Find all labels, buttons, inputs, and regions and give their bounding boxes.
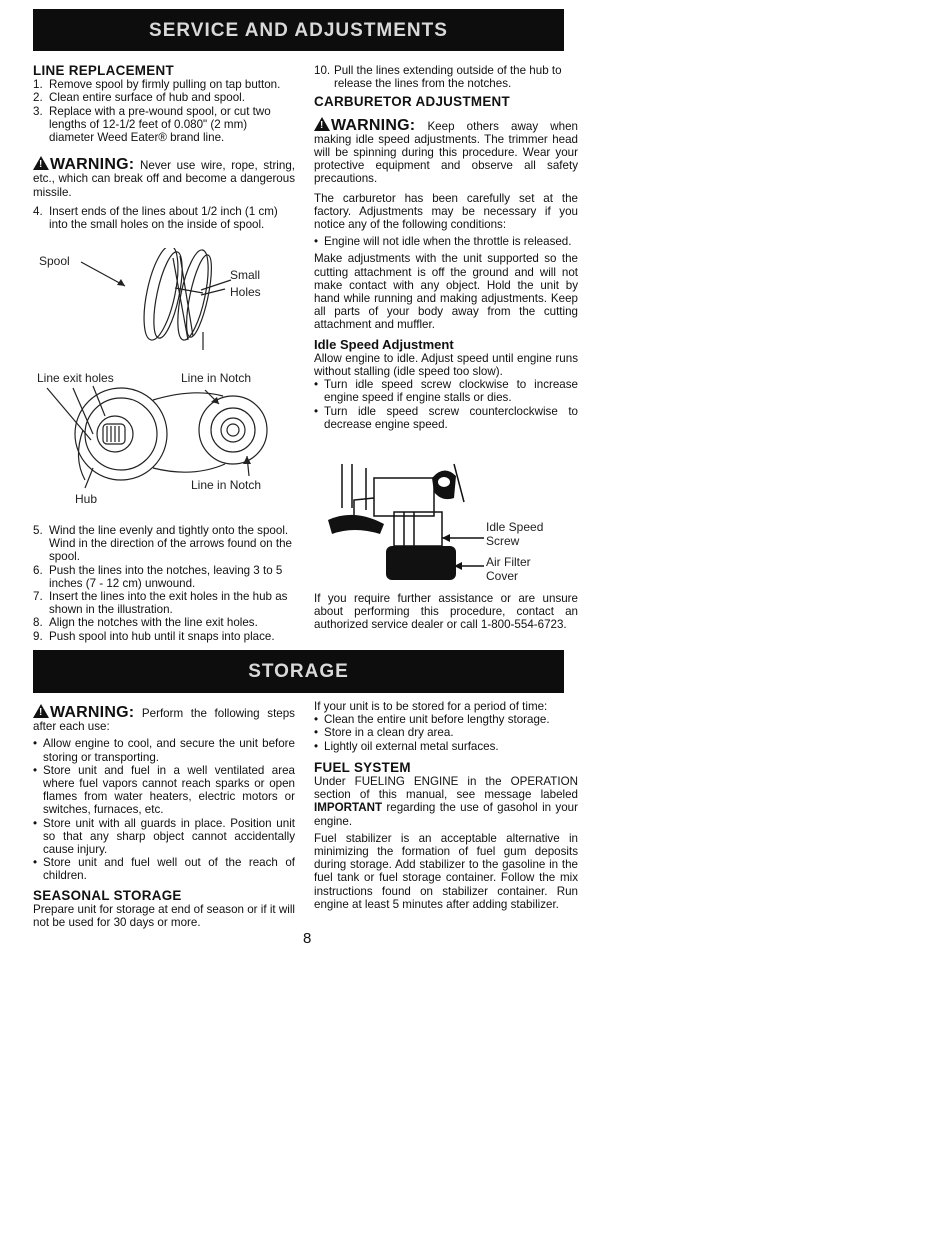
line-in-notch-bottom-label: Line in Notch	[191, 478, 262, 492]
list-item: • Allow engine to cool, and secure the unit before storing or transporting.	[33, 737, 295, 763]
period-paragraph: If your unit is to be stored for a period of time:	[314, 700, 548, 713]
warning-triangle-icon	[33, 704, 49, 718]
list-item: • Store unit with all guards in place. Position unit so that any sharp object cannot accidentally cause injury.	[33, 817, 295, 857]
holes-label: Holes	[230, 285, 261, 299]
seasonal-storage-paragraph: Prepare unit for storage at end of season or if it will not be used for 30 days or more.	[33, 902, 295, 930]
list-item: 9. Push spool into hub until it snaps into place.	[33, 629, 275, 643]
list-item: • Store unit and fuel in a well ventilated area where fuel vapors cannot reach sparks or open flames from water heaters, electric motors or switches, furnaces, etc.	[33, 764, 295, 817]
carburetor-section	[314, 64, 578, 435]
idle-bullets	[314, 378, 578, 431]
warning-text: Keep others away when making idle speed adjustments. The trimmer head will be spinning during this procedure. Wear your protective equipment and observe all safety precautions.	[314, 119, 578, 186]
carburetor-paragraph-1: The carburetor has been carefully set at the factory. Adjustments may be necessary if you notice any of the following conditions:	[314, 191, 578, 232]
list-item: 2. Clean entire surface of hub and spool.	[33, 91, 245, 105]
storage-bullets	[33, 737, 295, 882]
carburetor-warning	[314, 117, 578, 186]
idle-speed-heading: Idle Speed Adjustment	[314, 336, 454, 352]
idle-speed-paragraph: Allow engine to idle. Adjust speed until engine runs without stalling (idle speed too slow).	[314, 351, 578, 379]
fuel-system-heading: FUEL SYSTEM	[314, 759, 411, 775]
small-label: Small	[230, 268, 261, 282]
line-exit-holes-label: Line exit holes	[37, 371, 114, 385]
banner-title: SERVICE AND ADJUSTMENTS	[149, 20, 448, 41]
carburetor-figure	[314, 458, 578, 586]
seasonal-storage-heading: SEASONAL STORAGE	[33, 887, 182, 903]
list-item: 3. Replace with a pre-wound spool, or cut two lengths of 12-1/2 feet of 0.080" (2 mm) diameter Weed Eater® brand line.	[33, 104, 271, 145]
warning-text: Never use wire, rope, string, etc., which can break off and become a dangerous missile.	[33, 159, 295, 199]
list-item: 5. Wind the line evenly and tightly onto the spool. Wind in the direction of the arrows found on the spool.	[33, 524, 292, 564]
idle-speed-label: Idle Speed	[486, 520, 544, 534]
warning-label: WARNING:	[331, 116, 416, 134]
step-4	[33, 205, 295, 231]
line-in-notch-top-label: Line in Notch	[181, 371, 252, 385]
warning-triangle-icon	[33, 156, 49, 170]
line-warning	[33, 156, 295, 199]
warning-label: WARNING:	[50, 704, 135, 721]
hub-label: Hub	[75, 492, 98, 506]
steps-list-a	[33, 78, 295, 144]
list-item: • Turn idle speed screw counterclockwise to decrease engine speed.	[314, 405, 578, 431]
list-item: • Store unit and fuel well out of the reach of children.	[33, 856, 295, 882]
page-number: 8	[303, 930, 312, 947]
storage-warning	[33, 704, 295, 733]
screw-label: Screw	[486, 534, 520, 548]
storage-left-section	[33, 704, 295, 933]
spool-figure	[33, 248, 295, 353]
carburetor-paragraph-2: Make adjustments with the unit supported so the cutting attachment is off the ground and will not make contact with any object. Hold the unit by hand while running and making adjustments. Keep all parts of your body away from the cutting attachment and muffler.	[314, 252, 578, 332]
storage-banner	[33, 650, 564, 693]
spool-illustration	[33, 248, 295, 353]
warning-label: WARNING:	[50, 156, 135, 174]
list-item: • Lightly oil external metal surfaces.	[314, 740, 578, 753]
list-item: 1. Remove spool by firmly pulling on tap button.	[33, 78, 281, 92]
list-item: • Clean the entire unit before lengthy storage.	[314, 713, 578, 726]
spool-label: Spool	[39, 254, 70, 268]
list-item: 7. Insert the lines into the exit holes in the hub as shown in the illustration.	[33, 590, 288, 617]
important-text: IMPORTANT	[314, 801, 383, 815]
list-item: 10. Pull the lines extending outside of the hub to release the lines from the notches.	[314, 64, 562, 91]
assistance-paragraph: If you require further assistance or are unsure about performing this procedure, contact an authorized service dealer or call 1-800-554-6723.	[314, 592, 578, 632]
step-10	[314, 64, 578, 90]
hub-figure	[33, 368, 295, 510]
steps-list-b	[33, 524, 295, 643]
period-bullets	[314, 713, 578, 753]
fuel-paragraph-1: Under FUELING ENGINE in the OPERATION section of this manual, see message labeled IMPORTANT regarding the use of gasohol in your engine.	[314, 775, 578, 828]
list-item: 4. Insert ends of the lines about 1/2 inch (1 cm) into the small holes on the inside of spool.	[33, 204, 278, 232]
list-item: • Engine will not idle when the throttle is released.	[314, 235, 578, 248]
list-item: 6. Push the lines into the notches, leaving 3 to 5 inches (7 - 12 cm) unwound.	[33, 563, 283, 590]
list-item: • Turn idle speed screw clockwise to increase engine speed if engine stalls or dies.	[314, 378, 578, 404]
banner-title: STORAGE	[248, 661, 349, 682]
service-adjustments-banner	[33, 9, 564, 51]
warning-triangle-icon	[314, 117, 330, 131]
line-replacement-heading: LINE REPLACEMENT	[33, 63, 174, 78]
assistance-section	[314, 592, 578, 636]
list-item: 8. Align the notches with the line exit holes.	[33, 616, 258, 630]
fuel-paragraph-2: Fuel stabilizer is an acceptable alternative in minimizing the formation of fuel gum deposits during storage. Add stabilizer to the gasoline in the fuel tank or fuel storage container. Follow the mix instructions found on stabilizer container. Run engine at least 5 minutes after adding stabilizer.	[314, 831, 578, 911]
line-replacement-section	[33, 64, 295, 231]
warning-text: Perform the following steps after each use:	[33, 707, 295, 734]
cover-label: Cover	[486, 569, 519, 583]
carburetor-heading: CARBURETOR ADJUSTMENT	[314, 94, 511, 110]
conditions-list	[314, 235, 578, 248]
air-filter-label: Air Filter	[486, 555, 531, 569]
list-item: • Store in a clean dry area.	[314, 726, 578, 739]
storage-right-section	[314, 700, 578, 915]
